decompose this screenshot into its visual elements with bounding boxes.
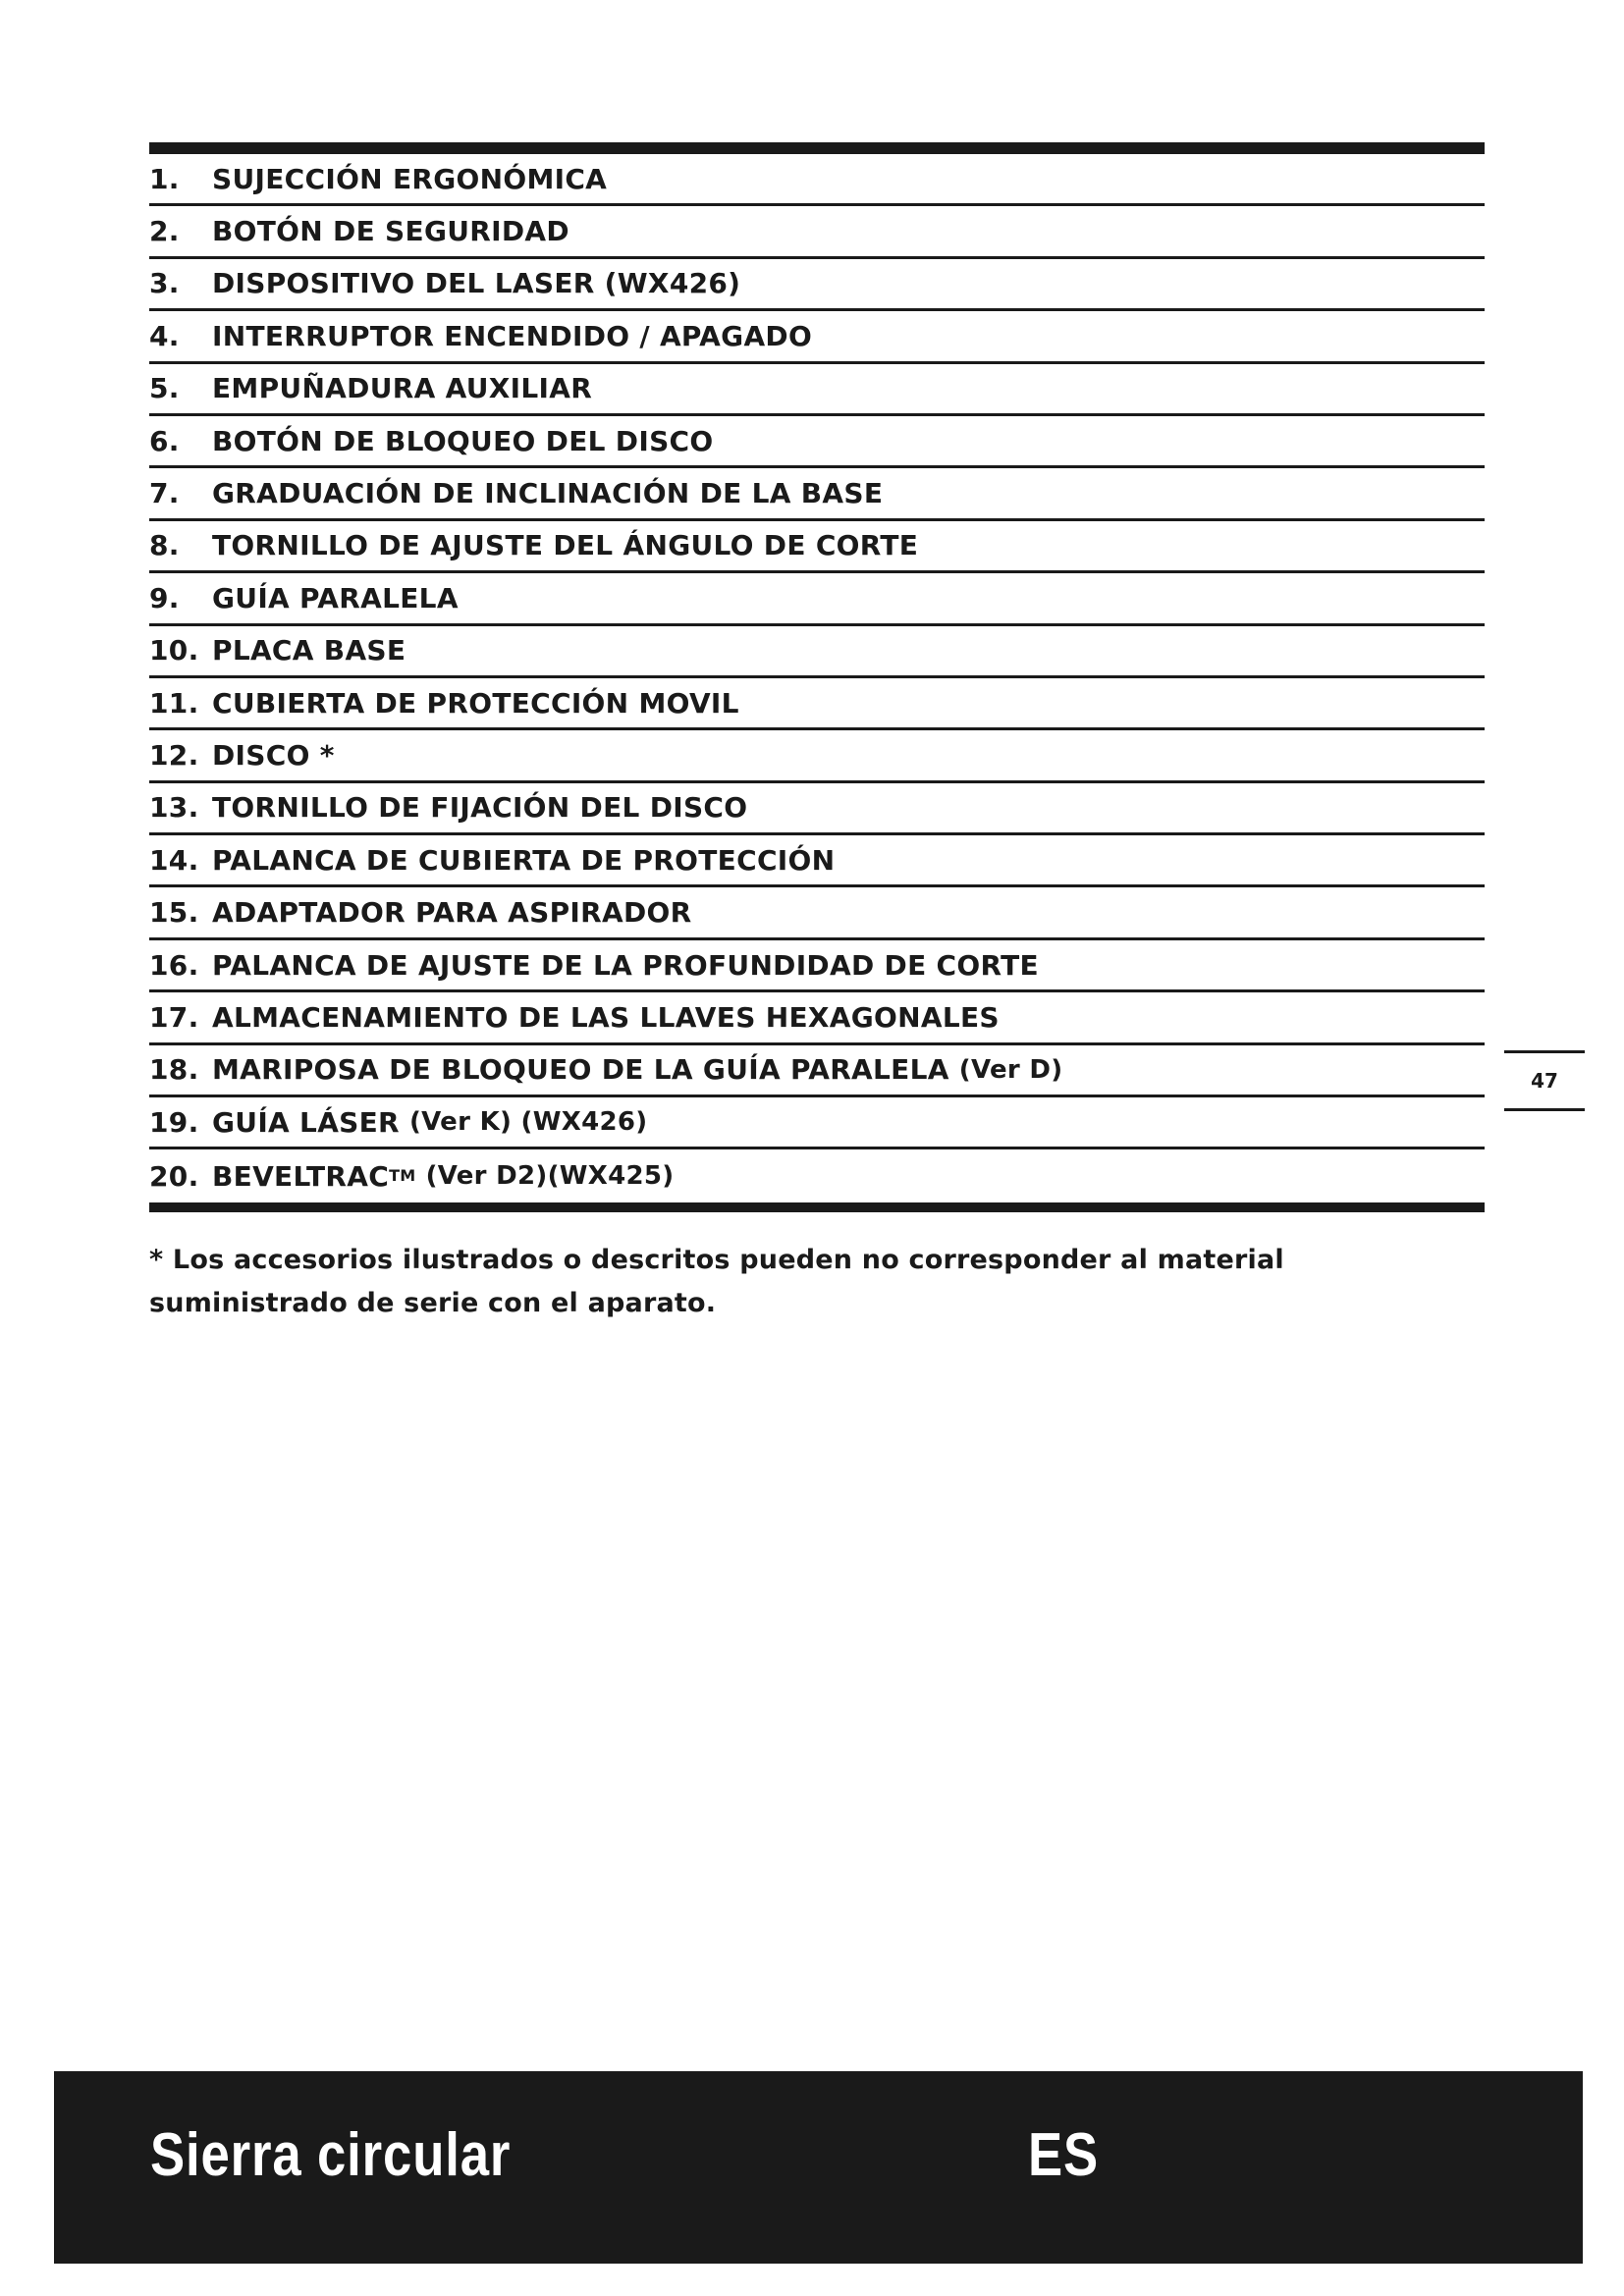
part-row bbox=[149, 311, 1485, 363]
part-label: TORNILLO DE FIJACIÓN DEL DISCO bbox=[212, 791, 748, 825]
footnote bbox=[149, 1239, 1445, 1325]
part-number: 7. bbox=[149, 477, 180, 510]
language-code: ES bbox=[1028, 2121, 1100, 2189]
part-label: TORNILLO DE AJUSTE DEL ÁNGULO DE CORTE bbox=[212, 529, 919, 562]
part-number: 15. bbox=[149, 896, 199, 930]
footer-title: Sierra circular bbox=[150, 2121, 512, 2189]
part-label: ALMACENAMIENTO DE LAS LLAVES HEXAGONALES bbox=[212, 1000, 1000, 1034]
part-label: INTERRUPTOR ENCENDIDO / APAGADO bbox=[212, 319, 813, 352]
part-number: 17. bbox=[149, 1000, 199, 1034]
part-row bbox=[149, 940, 1485, 992]
part-number: 5. bbox=[149, 372, 180, 405]
part-number: 3. bbox=[149, 267, 180, 300]
part-label: DISCO * bbox=[212, 738, 335, 772]
part-number: 18. bbox=[149, 1053, 199, 1087]
part-number: 1. bbox=[149, 162, 180, 195]
parts-list bbox=[149, 142, 1485, 1212]
part-row bbox=[149, 521, 1485, 573]
part-label: MARIPOSA DE BLOQUEO DE LA GUÍA PARALELA bbox=[212, 1053, 949, 1087]
part-number: 2. bbox=[149, 215, 180, 248]
part-number: 12. bbox=[149, 738, 199, 772]
part-number: 11. bbox=[149, 686, 199, 720]
part-number: 9. bbox=[149, 581, 180, 614]
part-label: PALANCA DE AJUSTE DE LA PROFUNDIDAD DE CORTE bbox=[212, 948, 1039, 982]
part-number: 20. bbox=[149, 1159, 199, 1193]
part-row bbox=[149, 626, 1485, 678]
part-number: 8. bbox=[149, 529, 180, 562]
part-label: PLACA BASE bbox=[212, 634, 406, 667]
part-row bbox=[149, 259, 1485, 311]
part-label: GUÍA LÁSER bbox=[212, 1105, 400, 1139]
part-row bbox=[149, 835, 1485, 887]
part-row bbox=[149, 154, 1485, 206]
part-row bbox=[149, 1097, 1485, 1149]
part-row bbox=[149, 416, 1485, 468]
part-label: BOTÓN DE SEGURIDAD bbox=[212, 215, 569, 248]
part-number: 13. bbox=[149, 791, 199, 825]
part-label: BEVELTRAC bbox=[212, 1159, 390, 1193]
page-number: 47 bbox=[1504, 1050, 1585, 1111]
part-label: ADAPTADOR PARA ASPIRADOR bbox=[212, 896, 692, 930]
part-row: 20. BEVELTRAC TM (Ver D2)(WX425) bbox=[149, 1159, 675, 1193]
part-number: 10. bbox=[149, 634, 199, 667]
part-row bbox=[149, 468, 1485, 520]
part-number: 16. bbox=[149, 948, 199, 982]
part-reference: (Ver D2)(WX425) bbox=[425, 1161, 675, 1192]
part-label: CUBIERTA DE PROTECCIÓN MOVIL bbox=[212, 686, 739, 720]
part-label: GUÍA PARALELA bbox=[212, 581, 459, 614]
part-row bbox=[149, 573, 1485, 625]
part-row bbox=[149, 206, 1485, 258]
part-row bbox=[149, 730, 1485, 782]
part-number: 6. bbox=[149, 424, 180, 457]
part-label: GRADUACIÓN DE INCLINACIÓN DE LA BASE bbox=[212, 477, 884, 510]
part-label: SUJECCIÓN ERGONÓMICA bbox=[212, 162, 608, 195]
part-label: PALANCA DE CUBIERTA DE PROTECCIÓN bbox=[212, 843, 836, 877]
footer-band bbox=[54, 2071, 1583, 2264]
part-row bbox=[149, 992, 1485, 1044]
part-label: EMPUÑADURA AUXILIAR bbox=[212, 372, 593, 405]
part-row bbox=[149, 678, 1485, 730]
part-number: 19. bbox=[149, 1105, 199, 1139]
footnote-line-1: * Los accesorios ilustrados o descritos pueden no corresponder al material bbox=[149, 1245, 1284, 1275]
part-row bbox=[149, 783, 1485, 835]
part-label: BOTÓN DE BLOQUEO DEL DISCO bbox=[212, 424, 714, 457]
part-number: 4. bbox=[149, 319, 180, 352]
part-number: 14. bbox=[149, 843, 199, 877]
part-reference: (Ver D) bbox=[958, 1054, 1063, 1085]
part-label: DISPOSITIVO DEL LASER (WX426) bbox=[212, 267, 741, 300]
part-row bbox=[149, 364, 1485, 416]
part-row bbox=[149, 887, 1485, 939]
part-row bbox=[149, 1045, 1485, 1097]
footnote-line-2: suministrado de serie con el aparato. bbox=[149, 1288, 717, 1318]
part-reference: (Ver K) (WX426) bbox=[408, 1107, 648, 1138]
